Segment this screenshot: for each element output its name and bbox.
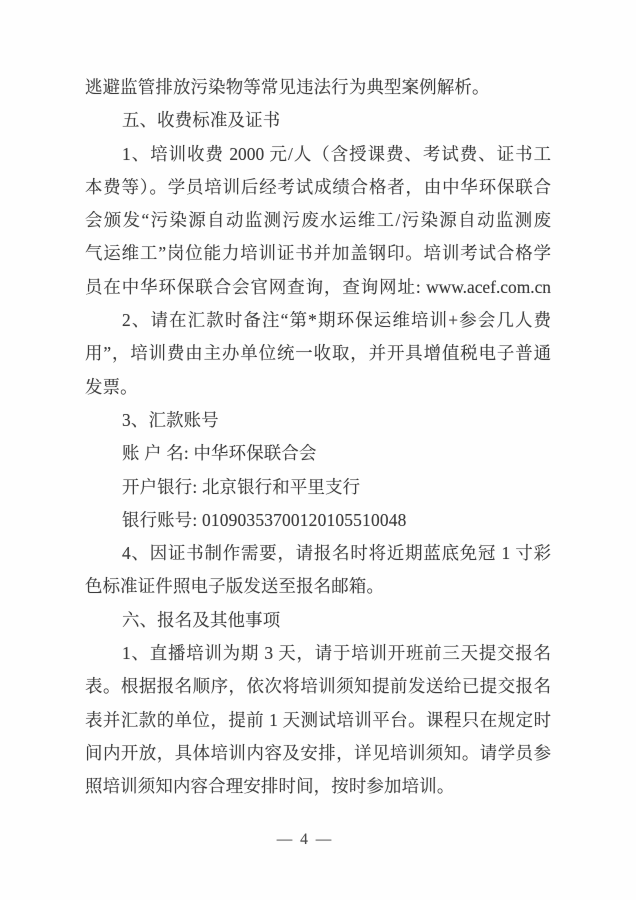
doc-line-photo-item-4: 4、因证书制作需要，请报名时将近期蓝底免冠 1 寸彩	[122, 543, 551, 564]
doc-line: 表并汇款的单位，提前 1 天测试培训平台。课程只在规定时	[85, 709, 551, 730]
doc-line-live-training-item-1: 1、直播培训为期 3 天，请于培训开班前三天提交报名	[122, 643, 551, 664]
bank-branch-name: 开户银行: 北京银行和平里支行	[122, 476, 361, 497]
doc-line: 色标准证件照电子版发送至报名邮箱。	[85, 576, 385, 597]
doc-line-remittance-heading-item-3: 3、汇款账号	[122, 409, 219, 430]
doc-line: 会颁发“污染源自动监测污废水运维工/污染源自动监测废	[85, 210, 551, 231]
section-heading-fees-certificate: 五、收费标准及证书	[122, 110, 281, 131]
doc-line: 用”，培训费由主办单位统一收取，并开具增值税电子普通	[85, 343, 551, 364]
doc-line-fee-item-1: 1、培训收费 2000 元/人（含授课费、考试费、证书工	[122, 143, 551, 164]
doc-line: 本费等）。学员培训后经考试成绩合格者，由中华环保联合	[85, 176, 551, 197]
doc-line: 间内开放，具体培训内容及安排，详见培训须知。请学员参	[85, 742, 551, 763]
bank-account-name: 账 户 名: 中华环保联合会	[122, 443, 317, 464]
doc-line: 气运维工”岗位能力培训证书并加盖钢印。培训考试合格学	[85, 243, 551, 264]
page-number: — 4 —	[276, 830, 334, 848]
doc-line-remit-note-item-2: 2、请在汇款时备注“第*期环保运维培训+参会几人费	[122, 310, 551, 331]
doc-line: 照培训须知内容合理安排时间，按时参加培训。	[85, 776, 455, 797]
bank-account-number: 银行账号: 01090353700120105510048	[122, 509, 407, 530]
doc-line-query-url: 员在中华环保联合会官网查询，查询网址: www.acef.com.cn	[85, 276, 551, 297]
section-heading-registration: 六、报名及其他事项	[122, 609, 281, 630]
doc-line: 表。根据报名顺序，依次将培训须知提前发送给已提交报名	[85, 676, 551, 697]
doc-line-paragraph-continuation: 逃避监管排放污染物等常见违法行为典型案例解析。	[85, 77, 490, 97]
doc-line: 发票。	[85, 376, 138, 397]
